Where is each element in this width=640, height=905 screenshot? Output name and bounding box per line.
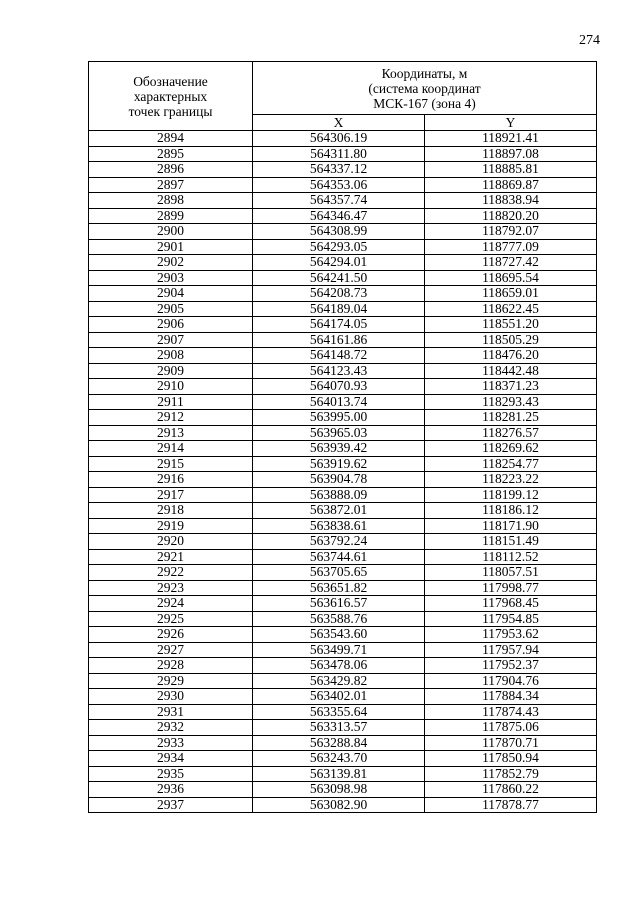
y-cell: 118838.94: [425, 193, 597, 209]
table-row: [89, 456, 597, 472]
y-cell: 118777.09: [425, 239, 597, 255]
point-cell: 2915: [89, 456, 253, 472]
point-cell: 2895: [89, 146, 253, 162]
point-cell: 2908: [89, 348, 253, 364]
x-cell: 564174.05: [253, 317, 425, 333]
point-cell: 2905: [89, 301, 253, 317]
y-cell: 118254.77: [425, 456, 597, 472]
y-cell: 118223.22: [425, 472, 597, 488]
x-cell: 563705.65: [253, 565, 425, 581]
y-cell: 118505.29: [425, 332, 597, 348]
table-row: [89, 472, 597, 488]
table-row: [89, 751, 597, 767]
x-cell: 564357.74: [253, 193, 425, 209]
point-cell: 2924: [89, 596, 253, 612]
header-point-line: точек границы: [128, 103, 213, 119]
x-cell: 564148.72: [253, 348, 425, 364]
table-row: [89, 224, 597, 240]
x-cell: 564308.99: [253, 224, 425, 240]
header-coords-line: (система координат: [368, 80, 481, 96]
table-row: [89, 658, 597, 674]
x-cell: 563995.00: [253, 410, 425, 426]
table-row: [89, 518, 597, 534]
y-cell: 117884.34: [425, 689, 597, 705]
y-cell: 117878.77: [425, 797, 597, 813]
point-cell: 2896: [89, 162, 253, 178]
x-cell: 564337.12: [253, 162, 425, 178]
point-cell: 2903: [89, 270, 253, 286]
table-row: [89, 642, 597, 658]
table-row: [89, 627, 597, 643]
x-cell: 564346.47: [253, 208, 425, 224]
table-row: [89, 348, 597, 364]
table-row: [89, 704, 597, 720]
y-cell: 118057.51: [425, 565, 597, 581]
y-cell: 117850.94: [425, 751, 597, 767]
y-cell: 118276.57: [425, 425, 597, 441]
y-cell: 118622.45: [425, 301, 597, 317]
x-cell: 563098.98: [253, 782, 425, 798]
x-cell: 564013.74: [253, 394, 425, 410]
table-row: [89, 270, 597, 286]
table-row: [89, 503, 597, 519]
y-cell: 118186.12: [425, 503, 597, 519]
point-cell: 2934: [89, 751, 253, 767]
table-row: [89, 673, 597, 689]
x-cell: 563288.84: [253, 735, 425, 751]
x-cell: 563355.64: [253, 704, 425, 720]
y-cell: 117954.85: [425, 611, 597, 627]
header-coords-line: Координаты, м: [381, 65, 468, 81]
y-cell: 118476.20: [425, 348, 597, 364]
x-cell: 563313.57: [253, 720, 425, 736]
y-cell: 117875.06: [425, 720, 597, 736]
x-cell: 564294.01: [253, 255, 425, 271]
x-cell: 563939.42: [253, 441, 425, 457]
x-cell: 563499.71: [253, 642, 425, 658]
x-cell: 564306.19: [253, 131, 425, 147]
y-cell: 118151.49: [425, 534, 597, 550]
point-cell: 2894: [89, 131, 253, 147]
x-cell: 564189.04: [253, 301, 425, 317]
y-cell: 118897.08: [425, 146, 597, 162]
table-row: [89, 162, 597, 178]
y-cell: 118695.54: [425, 270, 597, 286]
y-cell: 118792.07: [425, 224, 597, 240]
point-cell: 2926: [89, 627, 253, 643]
table-row: [89, 534, 597, 550]
y-cell: 118442.48: [425, 363, 597, 379]
table-row: [89, 766, 597, 782]
x-cell: 563478.06: [253, 658, 425, 674]
point-cell: 2919: [89, 518, 253, 534]
point-cell: 2928: [89, 658, 253, 674]
point-cell: 2937: [89, 797, 253, 813]
table-row: [89, 782, 597, 798]
table-row: [89, 239, 597, 255]
x-cell: 563838.61: [253, 518, 425, 534]
table-row: [89, 689, 597, 705]
table-row: [89, 720, 597, 736]
table-row: [89, 146, 597, 162]
point-cell: 2911: [89, 394, 253, 410]
table-row: [89, 441, 597, 457]
y-cell: 117953.62: [425, 627, 597, 643]
table-row: [89, 317, 597, 333]
table-row: [89, 565, 597, 581]
x-cell: 564070.93: [253, 379, 425, 395]
table-row: [89, 379, 597, 395]
page-number: 274: [579, 33, 600, 48]
x-cell: 563402.01: [253, 689, 425, 705]
y-cell: 117968.45: [425, 596, 597, 612]
x-cell: 563744.61: [253, 549, 425, 565]
point-cell: 2900: [89, 224, 253, 240]
point-cell: 2935: [89, 766, 253, 782]
y-cell: 118885.81: [425, 162, 597, 178]
point-cell: 2933: [89, 735, 253, 751]
y-cell: 117957.94: [425, 642, 597, 658]
point-cell: 2916: [89, 472, 253, 488]
point-cell: 2909: [89, 363, 253, 379]
header-coords-line: МСК-167 (зона 4): [373, 95, 476, 111]
y-cell: 118820.20: [425, 208, 597, 224]
point-cell: 2917: [89, 487, 253, 503]
table-row: [89, 363, 597, 379]
table-row: [89, 797, 597, 813]
table-row: [89, 193, 597, 209]
x-cell: 563919.62: [253, 456, 425, 472]
table-row: [89, 549, 597, 565]
point-cell: 2907: [89, 332, 253, 348]
x-cell: 563082.90: [253, 797, 425, 813]
x-cell: 563616.57: [253, 596, 425, 612]
table-row: [89, 208, 597, 224]
y-cell: 118171.90: [425, 518, 597, 534]
point-cell: 2936: [89, 782, 253, 798]
point-cell: 2899: [89, 208, 253, 224]
y-cell: 118551.20: [425, 317, 597, 333]
y-cell: 118199.12: [425, 487, 597, 503]
x-cell: 564208.73: [253, 286, 425, 302]
point-cell: 2906: [89, 317, 253, 333]
y-cell: 117952.37: [425, 658, 597, 674]
table-row: [89, 255, 597, 271]
x-cell: 564293.05: [253, 239, 425, 255]
x-cell: 563872.01: [253, 503, 425, 519]
x-cell: 563792.24: [253, 534, 425, 550]
table-row: [89, 301, 597, 317]
point-cell: 2901: [89, 239, 253, 255]
point-cell: 2930: [89, 689, 253, 705]
x-cell: 563243.70: [253, 751, 425, 767]
y-cell: 117852.79: [425, 766, 597, 782]
x-cell: 563429.82: [253, 673, 425, 689]
table-row: [89, 611, 597, 627]
point-cell: 2931: [89, 704, 253, 720]
x-cell: 563965.03: [253, 425, 425, 441]
x-cell: 563651.82: [253, 580, 425, 596]
y-cell: 117874.43: [425, 704, 597, 720]
table-row: [89, 596, 597, 612]
y-cell: 117904.76: [425, 673, 597, 689]
y-cell: 117998.77: [425, 580, 597, 596]
table-row: [89, 735, 597, 751]
point-cell: 2932: [89, 720, 253, 736]
point-cell: 2923: [89, 580, 253, 596]
point-cell: 2904: [89, 286, 253, 302]
point-cell: 2898: [89, 193, 253, 209]
header-y: Y: [425, 115, 597, 131]
table-row: [89, 286, 597, 302]
x-cell: 563904.78: [253, 472, 425, 488]
point-cell: 2910: [89, 379, 253, 395]
x-cell: 563588.76: [253, 611, 425, 627]
header-coordinates: [253, 62, 597, 115]
point-cell: 2921: [89, 549, 253, 565]
point-cell: 2922: [89, 565, 253, 581]
y-cell: 118112.52: [425, 549, 597, 565]
header-point-line: Обозначение: [133, 73, 208, 89]
x-cell: 564353.06: [253, 177, 425, 193]
y-cell: 118727.42: [425, 255, 597, 271]
table-row: [89, 177, 597, 193]
point-cell: 2914: [89, 441, 253, 457]
point-cell: 2929: [89, 673, 253, 689]
header-point-designation: [89, 62, 253, 131]
x-cell: 564311.80: [253, 146, 425, 162]
header-x: X: [253, 115, 425, 131]
y-cell: 117870.71: [425, 735, 597, 751]
x-cell: 563888.09: [253, 487, 425, 503]
y-cell: 118269.62: [425, 441, 597, 457]
table-row: [89, 332, 597, 348]
point-cell: 2927: [89, 642, 253, 658]
y-cell: 118281.25: [425, 410, 597, 426]
y-cell: 118921.41: [425, 131, 597, 147]
table-row: [89, 394, 597, 410]
y-cell: 118659.01: [425, 286, 597, 302]
coordinates-table: [88, 61, 597, 813]
point-cell: 2925: [89, 611, 253, 627]
table-row: [89, 425, 597, 441]
point-cell: 2913: [89, 425, 253, 441]
y-cell: 118869.87: [425, 177, 597, 193]
table-row: [89, 487, 597, 503]
point-cell: 2918: [89, 503, 253, 519]
x-cell: 564123.43: [253, 363, 425, 379]
table-body: [89, 131, 597, 813]
x-cell: 563139.81: [253, 766, 425, 782]
table-row: [89, 410, 597, 426]
x-cell: 564241.50: [253, 270, 425, 286]
point-cell: 2912: [89, 410, 253, 426]
point-cell: 2897: [89, 177, 253, 193]
x-cell: 563543.60: [253, 627, 425, 643]
y-cell: 117860.22: [425, 782, 597, 798]
point-cell: 2920: [89, 534, 253, 550]
table-row: [89, 131, 597, 147]
point-cell: 2902: [89, 255, 253, 271]
y-cell: 118371.23: [425, 379, 597, 395]
y-cell: 118293.43: [425, 394, 597, 410]
header-point-line: характерных: [133, 88, 208, 104]
x-cell: 564161.86: [253, 332, 425, 348]
table-row: [89, 580, 597, 596]
